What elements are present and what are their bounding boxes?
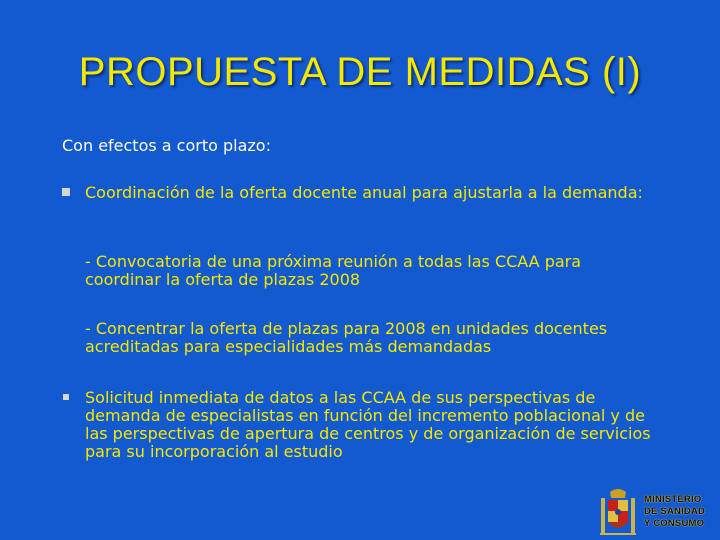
ministry-name-line2: DE SANIDAD bbox=[644, 506, 706, 517]
coat-of-arms-icon bbox=[598, 486, 638, 540]
bullet-square-icon bbox=[62, 188, 70, 196]
ministry-name-line1: MINISTERIO bbox=[644, 494, 702, 505]
intro-text: Con efectos a corto plazo: bbox=[62, 136, 271, 155]
bullet-square-icon bbox=[63, 394, 69, 400]
measure-item-1: Coordinación de la oferta docente anual para ajustarla a la demanda: bbox=[85, 183, 643, 202]
ministry-name bbox=[644, 494, 705, 530]
measure-subitem-1: - Convocatoria de una próxima reunión a todas las CCAA para coordinar la oferta de plazas 2008 bbox=[85, 252, 582, 289]
ministry-logo bbox=[596, 486, 716, 540]
ministry-name-line3: Y CONSUMO bbox=[644, 518, 705, 529]
measure-item-2: Solicitud inmediata de datos a las CCAA de sus perspectivas de demanda de especialistas en función del incremento poblacional y de las perspectivas de apertura de centros y de organización de servicios para su incorporación al estudio bbox=[85, 388, 651, 461]
slide-title: PROPUESTA DE MEDIDAS (I) bbox=[78, 50, 642, 94]
measure-subitem-2: - Concentrar la oferta de plazas para 2008 en unidades docentes acreditadas para especialidades más demandadas bbox=[85, 319, 608, 356]
